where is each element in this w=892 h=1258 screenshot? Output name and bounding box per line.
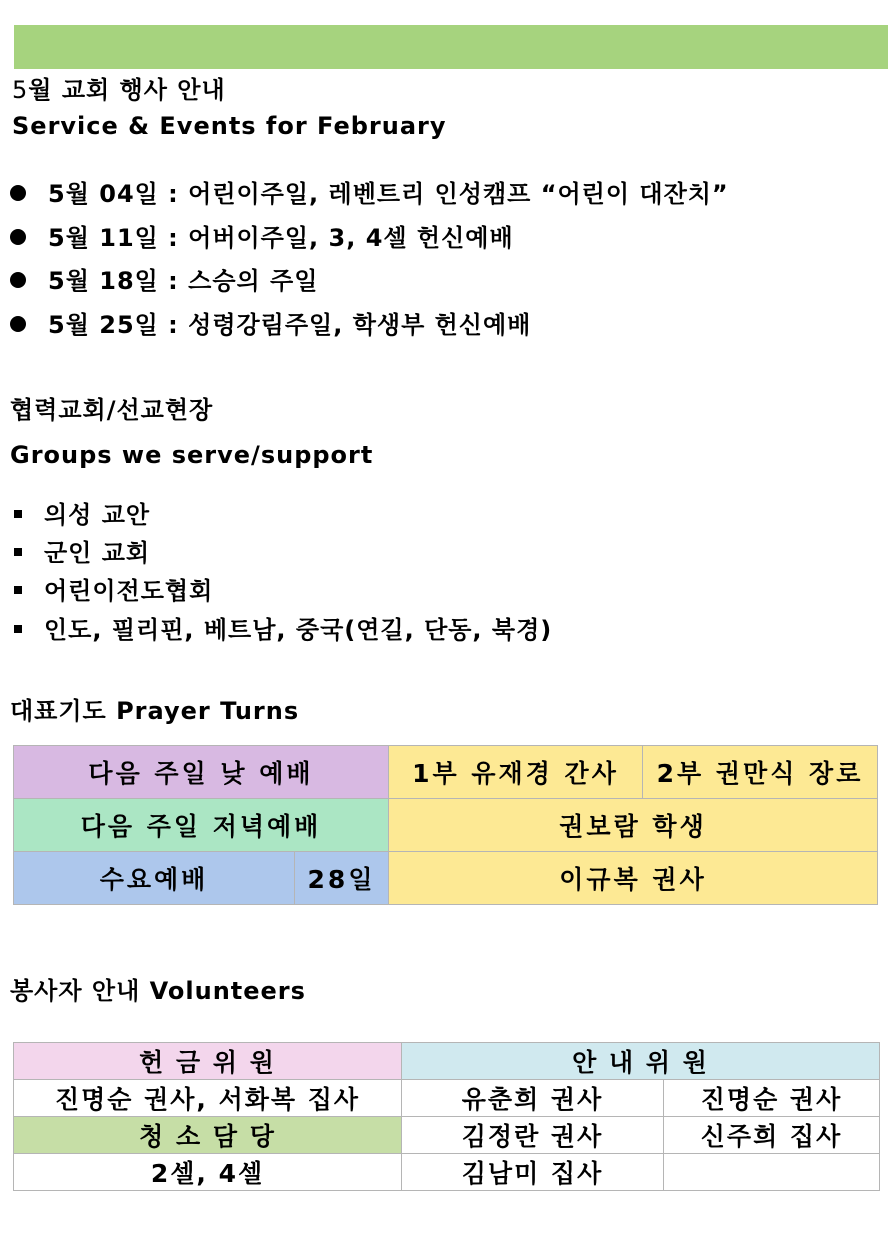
volunteers-title: 봉사자 안내 Volunteers xyxy=(10,977,306,1005)
table-row xyxy=(14,746,878,799)
bullet-square-icon xyxy=(14,548,22,556)
table-row xyxy=(14,1043,880,1080)
sunday-day-first-service: 1부 유재경 간사 xyxy=(389,746,643,799)
events-title xyxy=(12,74,226,106)
offering-members: 진명순 권사, 서화복 집사 xyxy=(14,1080,402,1117)
bullet-dot-icon xyxy=(10,229,26,245)
usher-name: 유춘희 권사 xyxy=(402,1080,664,1117)
table-row xyxy=(14,1080,880,1117)
support-subtitle: Groups we serve/support xyxy=(10,441,374,469)
support-item-text: 군인 교회 xyxy=(44,539,151,567)
event-item xyxy=(10,178,729,210)
cleaning-members: 2셀, 4셀 xyxy=(14,1154,402,1191)
table-row xyxy=(14,852,878,905)
usher-name: 김정란 권사 xyxy=(402,1117,664,1154)
support-item-text: 의성 교안 xyxy=(44,501,151,529)
events-subtitle: Service & Events for February xyxy=(12,112,447,140)
bullet-square-icon xyxy=(14,586,22,594)
event-item xyxy=(10,265,318,297)
bullet-square-icon xyxy=(14,625,22,633)
events-title-text: 월 교회 행사 안내 xyxy=(28,76,226,104)
support-item xyxy=(10,537,150,569)
prayer-table xyxy=(13,745,878,905)
event-item xyxy=(10,222,514,254)
event-item-text: 5월 04일 : 어린이주일, 레벤트리 인성캠프 “어린이 대잔치” xyxy=(48,180,729,208)
sunday-day-label: 다음 주일 낮 예배 xyxy=(14,746,389,799)
event-item-text: 5월 11일 : 어버이주일, 3, 4셀 헌신예배 xyxy=(48,224,514,252)
wednesday-label: 수요예배 xyxy=(14,852,295,905)
support-item-text: 어린이전도협회 xyxy=(44,577,214,605)
support-item xyxy=(10,614,552,646)
event-item-text: 5월 25일 : 성령강림주일, 학생부 헌신예배 xyxy=(48,311,532,339)
header-color-bar xyxy=(14,25,888,69)
cleaning-header: 청 소 담 당 xyxy=(14,1117,402,1154)
support-item xyxy=(10,575,213,607)
bullet-dot-icon xyxy=(10,272,26,288)
support-item xyxy=(10,499,150,531)
usher-name: 김남미 집사 xyxy=(402,1154,664,1191)
offering-header: 헌 금 위 원 xyxy=(14,1043,402,1080)
table-row xyxy=(14,1154,880,1191)
events-title-month: 5 xyxy=(12,76,29,104)
support-title: 협력교회/선교현장 xyxy=(10,396,214,424)
bullet-square-icon xyxy=(14,510,22,518)
wednesday-person: 이규복 권사 xyxy=(389,852,878,905)
event-item-text: 5월 18일 : 스승의 주일 xyxy=(48,267,319,295)
bullet-dot-icon xyxy=(10,185,26,201)
usher-name-empty xyxy=(664,1154,880,1191)
volunteers-table xyxy=(13,1042,880,1191)
wednesday-date: 28일 xyxy=(295,852,389,905)
bullet-dot-icon xyxy=(10,316,26,332)
usher-name: 진명순 권사 xyxy=(664,1080,880,1117)
table-row xyxy=(14,1117,880,1154)
sunday-evening-label: 다음 주일 저녁예배 xyxy=(14,799,389,852)
sunday-evening-person: 권보람 학생 xyxy=(389,799,878,852)
prayer-title: 대표기도 Prayer Turns xyxy=(10,697,300,725)
event-item xyxy=(10,309,531,341)
table-row xyxy=(14,799,878,852)
usher-name: 신주희 집사 xyxy=(664,1117,880,1154)
usher-header: 안 내 위 원 xyxy=(402,1043,880,1080)
support-item-text: 인도, 필리핀, 베트남, 중국(연길, 단동, 북경) xyxy=(44,616,553,644)
sunday-day-second-service: 2부 권만식 장로 xyxy=(643,746,878,799)
